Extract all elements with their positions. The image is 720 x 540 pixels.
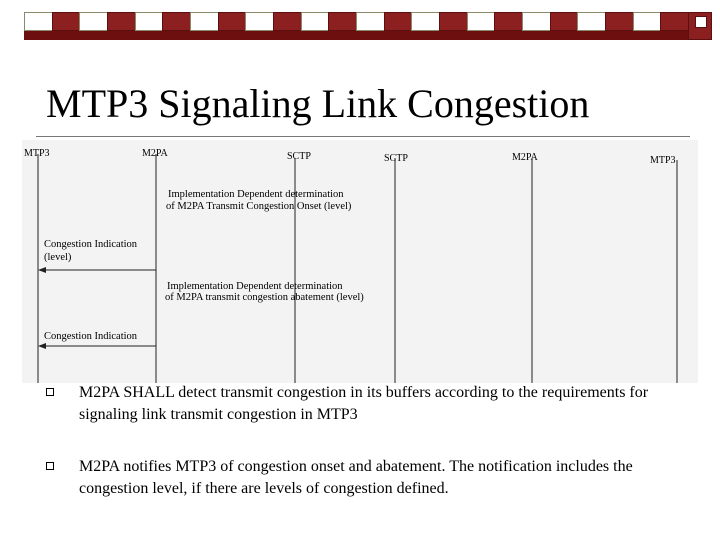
bullet-square-icon: [46, 462, 54, 470]
entity-label: M2PA: [512, 152, 538, 163]
arrowhead: [38, 267, 46, 273]
arrowhead: [38, 343, 46, 349]
congestion-indication-label: Congestion Indication: [44, 239, 138, 250]
bullet-text: M2PA notifies MTP3 of congestion onset and abatement. The notification includes the congestion level, if there are levels of congestion defined.: [79, 458, 633, 497]
header-decoration-corner: [688, 12, 712, 40]
header-decoration-grid: [24, 12, 688, 31]
entity-label: SCTP: [384, 153, 408, 164]
onset-determination-line1: Implementation Dependent determination: [168, 189, 344, 200]
entity-label: M2PA: [142, 148, 168, 159]
entity-label: MTP3: [650, 155, 676, 166]
congestion-indication-label: Congestion Indication: [44, 331, 138, 342]
abatement-determination-line1: Implementation Dependent determination: [167, 281, 343, 292]
entity-label: SCTP: [287, 151, 311, 162]
sequence-diagram: [22, 140, 698, 383]
entity-label: MTP3: [24, 148, 50, 159]
slide-title: MTP3 Signaling Link Congestion: [46, 81, 590, 126]
title-divider: [36, 136, 690, 137]
sequence-diagram-svg: [22, 140, 698, 383]
header-decoration-bar: [24, 31, 688, 40]
bullet-text: M2PA SHALL detect transmit congestion in its buffers according to the requirements for signaling link transmit congestion in MTP3: [79, 384, 649, 423]
abatement-determination-line2: of M2PA transmit congestion abatement (level): [165, 292, 364, 303]
bullet-square-icon: [46, 388, 54, 396]
onset-determination-line2: of M2PA Transmit Congestion Onset (level): [166, 201, 352, 212]
congestion-level-label: (level): [44, 252, 72, 263]
